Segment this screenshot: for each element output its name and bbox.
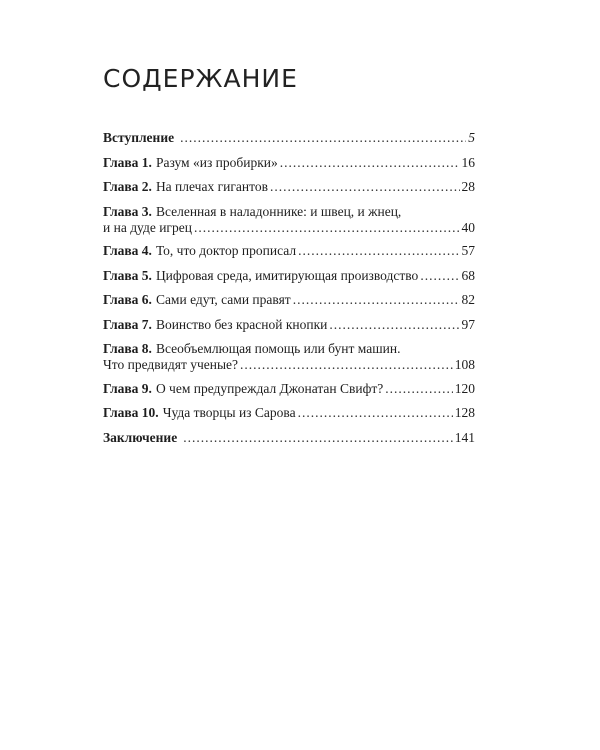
- dot-leader: [329, 317, 459, 333]
- toc-entry-title: Вселенная в наладоннике: и швец, и жнец,: [155, 203, 402, 219]
- page-title: СОДЕРЖАНИЕ: [103, 64, 298, 93]
- toc-entry-chapter-9[interactable]: [103, 381, 475, 397]
- dot-leader: [280, 155, 460, 171]
- toc-entry-chapter-1[interactable]: [103, 155, 475, 171]
- toc-entry-chapter-6[interactable]: [103, 292, 475, 308]
- toc-entry-chapter-8[interactable]: [103, 341, 475, 372]
- toc-entry-page: 5: [468, 130, 475, 145]
- toc-entry-label: Заключение: [103, 429, 178, 445]
- toc-entry-label: Глава 8.: [103, 341, 152, 356]
- dot-leader: [420, 268, 459, 284]
- toc-entry-chapter-4[interactable]: [103, 243, 475, 259]
- toc-entry-title-continued: Что предвидят ученые?: [103, 357, 239, 372]
- toc-entry-title: На плечах гигантов: [155, 179, 268, 194]
- toc-entry-page: 28: [461, 179, 475, 194]
- dot-leader: [385, 381, 452, 397]
- toc-entry-label: Глава 9.: [103, 380, 152, 396]
- toc-entry-title: Всеобъемлющая помощь или бунт машин.: [155, 341, 401, 356]
- dot-leader: [183, 430, 453, 446]
- toc-entry-label: Глава 5.: [103, 267, 152, 283]
- dot-leader: [298, 243, 459, 259]
- toc-entry-title: Сами едут, сами правят: [155, 292, 291, 307]
- table-of-contents: [103, 130, 475, 454]
- toc-entry-title: О чем предупреждал Джонатан Свифт?: [155, 380, 384, 396]
- toc-entry-label: Глава 1.: [103, 154, 152, 170]
- dot-leader: [240, 357, 453, 372]
- toc-entry-label: Глава 6.: [103, 292, 152, 307]
- toc-entry-title: То, что доктор прописал: [155, 243, 297, 258]
- toc-entry-chapter-2[interactable]: [103, 179, 475, 195]
- toc-entry-chapter-3[interactable]: [103, 204, 475, 235]
- toc-entry-page: 97: [461, 316, 475, 332]
- dot-leader: [270, 179, 460, 195]
- toc-entry-page: 128: [454, 405, 475, 420]
- dot-leader: [298, 405, 453, 421]
- toc-entry-label: Глава 2.: [103, 179, 152, 194]
- toc-entry-page: 57: [461, 243, 475, 258]
- toc-entry-page: 82: [461, 292, 475, 307]
- dot-leader: [293, 292, 460, 308]
- toc-entry-introduction[interactable]: [103, 130, 475, 146]
- toc-entry-page: 120: [454, 380, 475, 396]
- dot-leader: [180, 130, 466, 146]
- toc-entry-label: Глава 7.: [103, 316, 152, 332]
- toc-entry-page: 40: [461, 219, 475, 235]
- toc-entry-label: Глава 4.: [103, 243, 152, 258]
- toc-entry-page: 68: [461, 267, 475, 283]
- toc-entry-chapter-7[interactable]: [103, 317, 475, 333]
- toc-entry-label: Вступление: [103, 130, 175, 145]
- toc-entry-conclusion[interactable]: [103, 430, 475, 446]
- toc-entry-page: 16: [461, 154, 475, 170]
- toc-entry-page: 108: [454, 357, 475, 372]
- toc-entry-chapter-5[interactable]: [103, 268, 475, 284]
- toc-entry-page: 141: [454, 429, 475, 445]
- dot-leader: [194, 220, 460, 235]
- toc-entry-label: Глава 10.: [103, 405, 159, 420]
- toc-entry-title: Чуда творцы из Сарова: [162, 405, 296, 420]
- toc-entry-title: Разум «из пробирки»: [155, 154, 278, 170]
- toc-entry-title: Цифровая среда, имитирующая производство: [155, 267, 419, 283]
- toc-entry-title: Воинство без красной кнопки: [155, 316, 328, 332]
- toc-entry-label: Глава 3.: [103, 203, 152, 219]
- toc-entry-chapter-10[interactable]: [103, 405, 475, 421]
- toc-entry-title-continued: и на дуде игрец: [103, 219, 192, 235]
